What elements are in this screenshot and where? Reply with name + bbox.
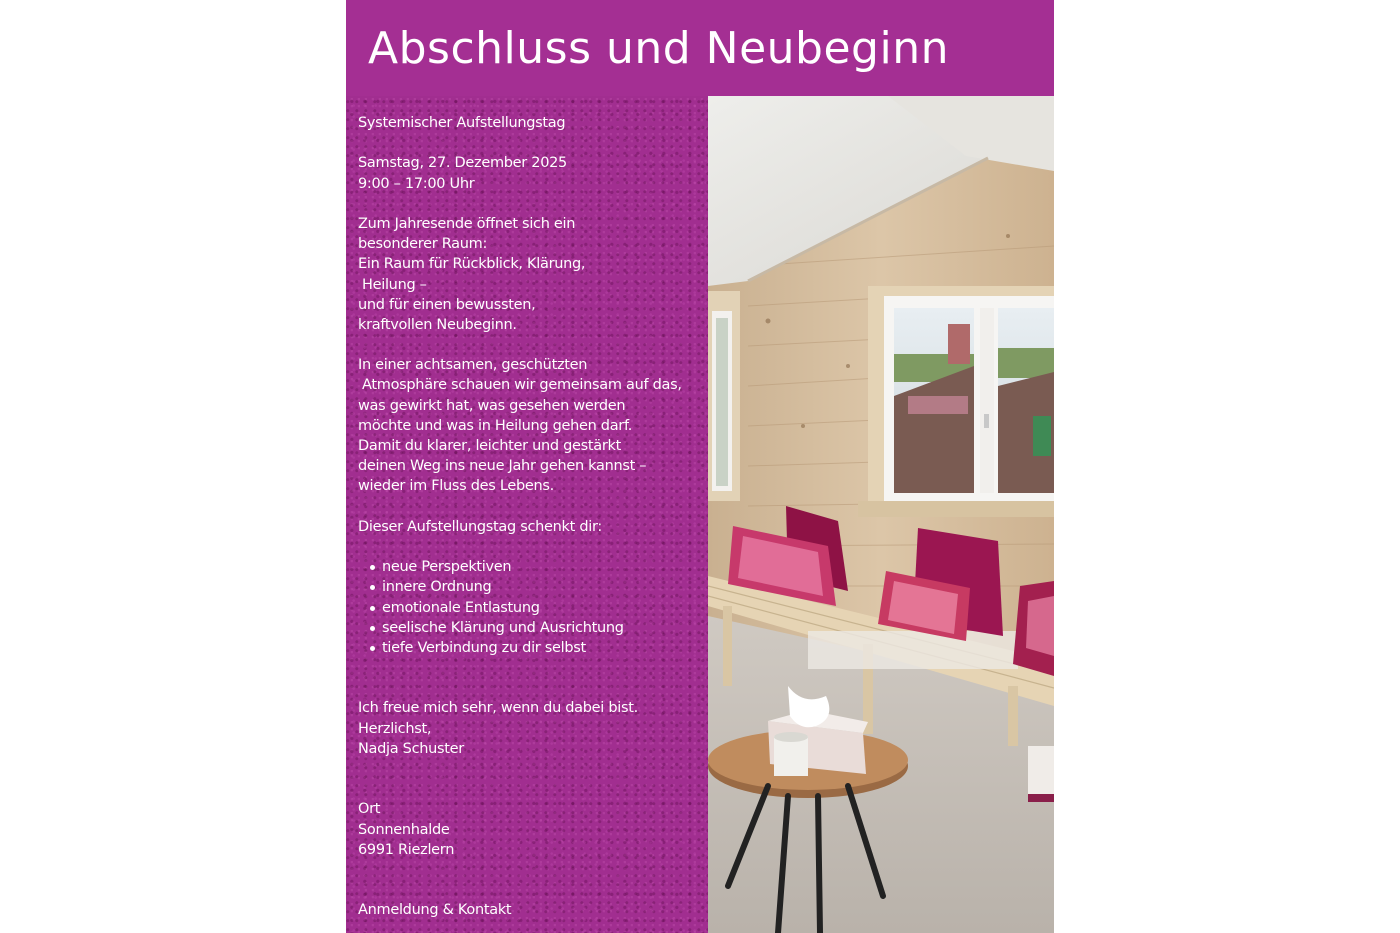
benefits-list [358,557,704,658]
intro-line: Ein Raum für Rückblick, Klärung, [358,256,586,273]
body-line: was gewirkt hat, was gesehen werden [358,397,626,414]
intro-line: Zum Jahresende öffnet sich ein [358,215,576,232]
body-line: wieder im Fluss des Lebens. [358,478,554,495]
location-city: 6991 Riezlern [358,841,455,858]
location-name: Sonnenhalde [358,821,450,838]
body-line: deinen Weg ins neue Jahr gehen kannst – [358,458,647,475]
list-item: tiefe Verbindung zu dir selbst [358,638,704,658]
body-line: möchte und was in Heilung gehen darf. [358,417,633,434]
body-line: Atmosphäre schauen wir gemeinsam auf das, [362,377,682,394]
contact-heading: Anmeldung & Kontakt [358,902,512,919]
body-line: In einer achtsamen, geschützten [358,357,588,374]
event-time: 9:00 – 17:00 Uhr [358,175,475,192]
list-item: seelische Klärung und Ausrichtung [358,618,704,638]
event-subtitle: Systemischer Aufstellungstag [358,115,566,131]
intro-line: besonderer Raum: [358,236,488,253]
title-bar [346,0,1054,96]
location-label: Ort [358,801,381,818]
intro-line: kraftvollen Neubeginn. [358,316,517,333]
page-title: Abschluss und Neubeginn [368,23,949,74]
signature: Nadja Schuster [358,740,464,757]
closing-line: Ich freue mich sehr, wenn du dabei bist. [358,700,638,717]
intro-line: und für einen bewussten, [358,296,536,313]
body-line: Damit du klarer, leichter und gestärkt [358,438,621,454]
list-item: emotionale Entlastung [358,598,704,618]
benefits-heading: Dieser Aufstellungstag schenkt dir: [358,518,602,535]
list-item: innere Ordnung [358,577,704,597]
intro-line: Heilung – [362,276,427,293]
flyer-page [346,0,1054,933]
flyer-text [358,113,704,921]
closing-greeting: Herzlichst, [358,720,432,737]
list-item: neue Perspektiven [358,557,704,577]
event-date: Samstag, 27. Dezember 2025 [358,155,567,172]
room-photo [708,96,1054,933]
